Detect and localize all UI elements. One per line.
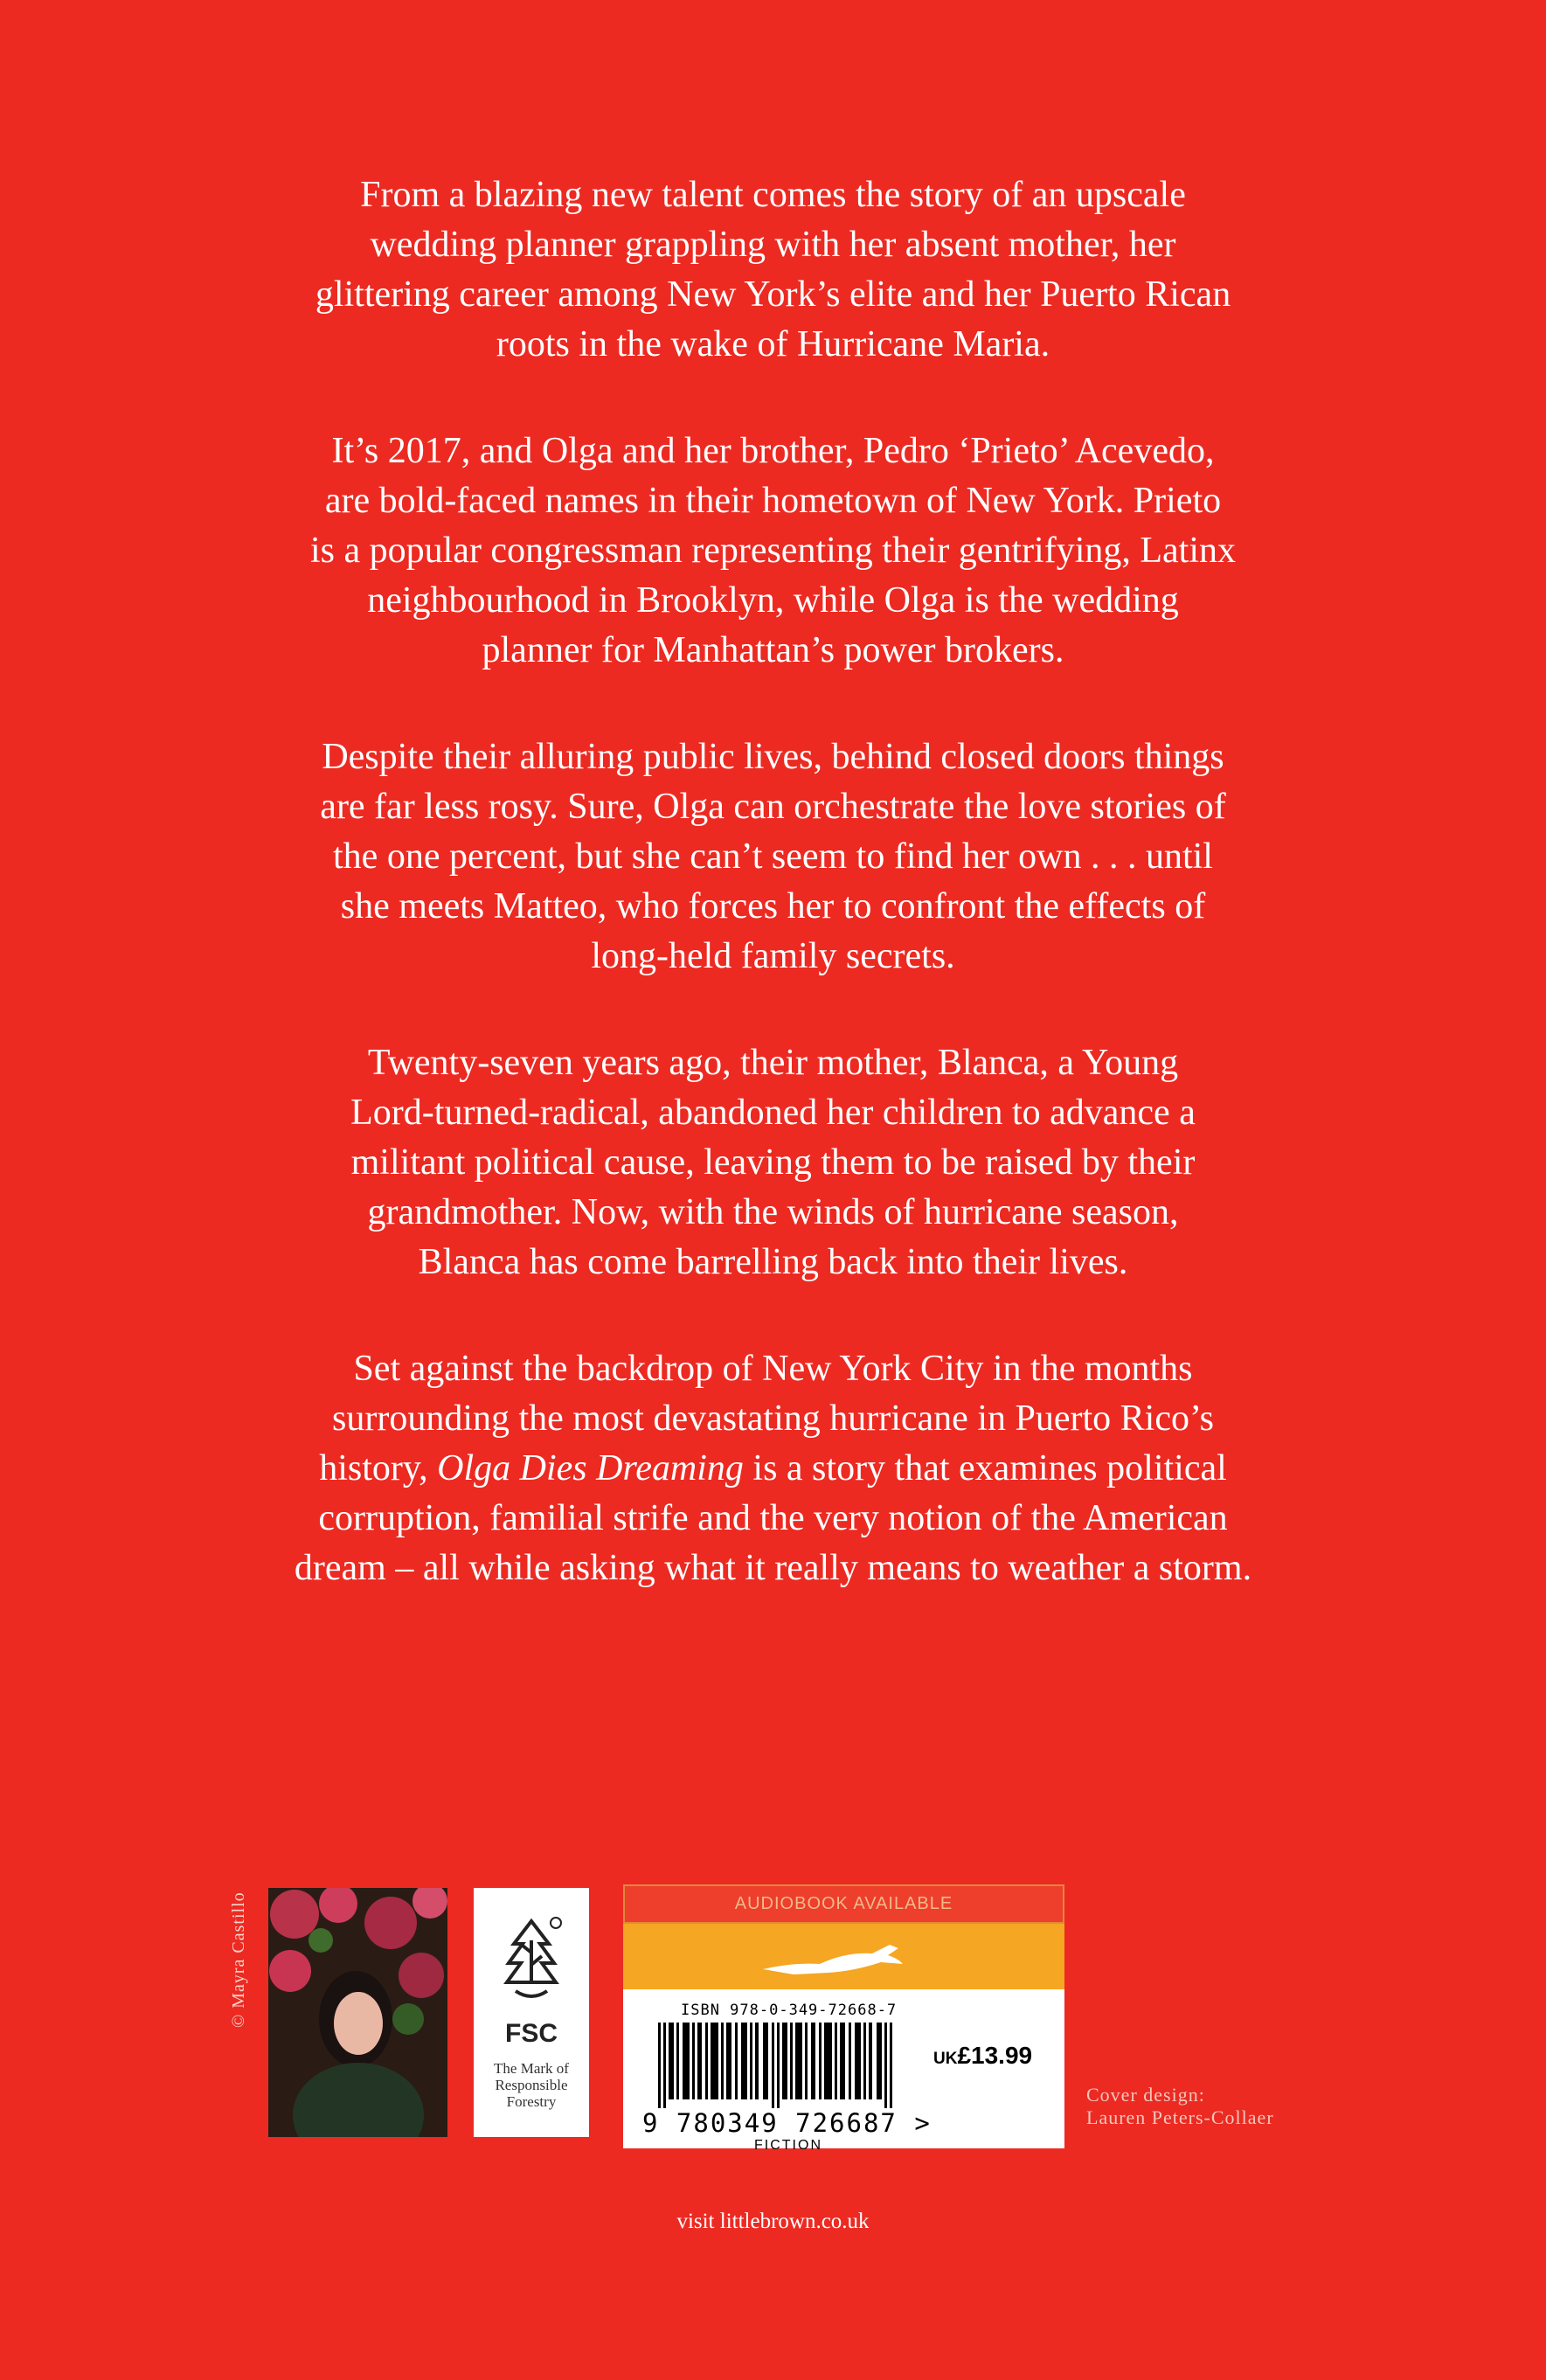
fsc-tagline-line: Forestry bbox=[506, 2093, 557, 2110]
barcode-icon bbox=[658, 2023, 892, 2108]
author-photo-image bbox=[268, 1888, 447, 2137]
audiobook-label: AUDIOBOOK AVAILABLE bbox=[623, 1884, 1064, 1924]
blurb-paragraph-3 bbox=[105, 732, 1441, 982]
audiobook-band bbox=[623, 1924, 1064, 1989]
category-label: FICTION bbox=[754, 2138, 822, 2153]
blurb-line: militant political cause, leaving them to be raised by their bbox=[350, 1142, 1196, 1183]
blurb-line: wedding planner grappling with her absent mother, her bbox=[370, 225, 1176, 265]
fsc-badge bbox=[474, 1888, 589, 2137]
blurb-text: history, bbox=[319, 1448, 438, 1488]
blurb-line: planner for Manhattan’s power brokers. bbox=[482, 630, 1064, 670]
blurb-line: From a blazing new talent comes the story of an upscale bbox=[360, 175, 1186, 215]
blurb-line: It’s 2017, and Olga and her brother, Pedro ‘Prieto’ Acevedo, bbox=[331, 431, 1215, 471]
barcode-panel bbox=[623, 1884, 1064, 2153]
blurb-line: surrounding the most devastating hurricane in Puerto Rico’s bbox=[332, 1398, 1214, 1439]
cover-design-credit bbox=[1086, 2084, 1274, 2129]
blurb-line: Despite their alluring public lives, behind closed doors things bbox=[322, 737, 1224, 777]
author-photo bbox=[268, 1888, 447, 2137]
blurb-line bbox=[105, 1444, 1441, 1494]
blurb-line: are bold-faced names in their hometown of New York. Prieto bbox=[324, 481, 1222, 521]
isbn-text: ISBN 978-0-349-72668-7 bbox=[681, 2002, 898, 2019]
fsc-logo-text: FSC bbox=[505, 2019, 558, 2048]
blurb-line: roots in the wake of Hurricane Maria. bbox=[496, 324, 1050, 364]
fsc-tagline bbox=[481, 2060, 582, 2110]
blurb-line: Lord-turned-radical, abandoned her children to advance a bbox=[350, 1093, 1196, 1133]
price bbox=[933, 2042, 1032, 2070]
blurb-line: Twenty-seven years ago, their mother, Blanca, a Young bbox=[367, 1043, 1179, 1083]
blurb-line: is a popular congressman representing their gentrifying, Latinx bbox=[309, 531, 1237, 571]
fsc-tree-icon bbox=[498, 1914, 565, 2016]
blurb-line: neighbourhood in Brooklyn, while Olga is the wedding bbox=[367, 580, 1179, 621]
blurb-paragraph-5 bbox=[105, 1344, 1441, 1593]
barcode-digits: 9 780349 726687 > bbox=[642, 2108, 932, 2138]
blurb-line: long-held family secrets. bbox=[591, 936, 955, 976]
fsc-tagline-line: Responsible bbox=[495, 2077, 568, 2093]
cover-design-line: Lauren Peters-Collaer bbox=[1086, 2106, 1274, 2128]
photo-credit: © Mayra Castillo bbox=[229, 1891, 248, 2028]
blurb-line: she meets Matteo, who forces her to confront the effects of bbox=[340, 886, 1206, 926]
blurb-line: corruption, familial strife and the very notion of the American bbox=[318, 1498, 1228, 1538]
price-prefix: UK bbox=[933, 2050, 958, 2068]
book-title: Olga Dies Dreaming bbox=[437, 1448, 744, 1488]
blurb-line: Set against the backdrop of New York City in the months bbox=[353, 1349, 1193, 1389]
blurb-text: is a story that examines political bbox=[743, 1448, 1227, 1488]
website-link[interactable]: visit littlebrown.co.uk bbox=[676, 2210, 870, 2233]
blurb bbox=[105, 170, 1441, 1650]
barcode-area bbox=[623, 1989, 1064, 2153]
fsc-tagline-line: The Mark of bbox=[494, 2060, 569, 2077]
blurb-line: glittering career among New York’s elite and her Puerto Rican bbox=[315, 274, 1231, 315]
blurb-paragraph-4 bbox=[105, 1038, 1441, 1287]
running-hare-icon bbox=[759, 1936, 907, 1980]
blurb-paragraph-2 bbox=[105, 427, 1441, 676]
blurb-line: Blanca has come barrelling back into their lives. bbox=[418, 1242, 1128, 1282]
blurb-line: are far less rosy. Sure, Olga can orchestrate the love stories of bbox=[320, 787, 1226, 827]
blurb-line: the one percent, but she can’t seem to find her own . . . until bbox=[333, 836, 1213, 877]
price-value: £13.99 bbox=[957, 2042, 1033, 2069]
blurb-line: grandmother. Now, with the winds of hurricane season, bbox=[367, 1192, 1179, 1232]
blurb-paragraph-1 bbox=[105, 170, 1441, 370]
blurb-line: dream – all while asking what it really means to weather a storm. bbox=[294, 1548, 1252, 1588]
cover-design-line: Cover design: bbox=[1086, 2084, 1205, 2106]
